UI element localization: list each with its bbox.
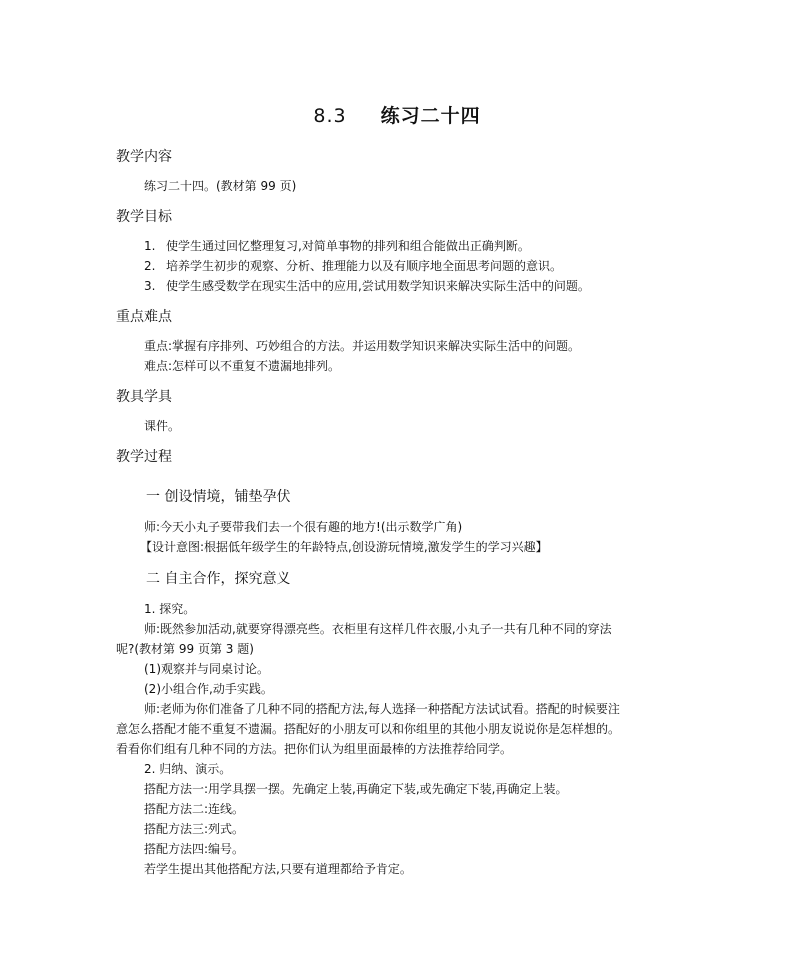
step-item: (2)小组合作,动手实践。 xyxy=(144,682,273,696)
method-item: 搭配方法一:用学具摆一摆。先确定上装,再确定下装,或先确定下装,再确定上装。 xyxy=(144,782,568,796)
tools-text: 课件。 xyxy=(144,419,181,433)
teacher-line: 看看你们组有几种不同的方法。把你们认为组里面最棒的方法推荐给同学。 xyxy=(116,742,513,756)
method-item: 搭配方法三:列式。 xyxy=(144,822,245,836)
closing-line: 若学生提出其他搭配方法,只要有道理都给予肯定。 xyxy=(144,862,412,876)
content-text: 练习二十四。(教材第 99 页) xyxy=(144,179,297,193)
section-heading-content: 教学内容 xyxy=(116,149,172,165)
process-part-1-title: 一 创设情境，铺垫孕伏 xyxy=(146,489,291,505)
section-heading-process: 教学过程 xyxy=(116,449,172,465)
design-intent: 【设计意图:根据低年级学生的年龄特点,创设游玩情境,激发学生的学习兴趣】 xyxy=(140,540,548,554)
section-heading-key: 重点难点 xyxy=(116,309,172,325)
teacher-line: 呢?(教材第 99 页第 3 题) xyxy=(116,642,254,656)
section-heading-goals: 教学目标 xyxy=(116,209,172,225)
goal-item: 2. 培养学生初步的观察、分析、推理能力以及有顺序地全面思考问题的意识。 xyxy=(144,259,563,273)
teacher-line: 师:老师为你们准备了几种不同的搭配方法,每人选择一种搭配方法试试看。搭配的时候要注 xyxy=(144,702,620,716)
section-heading-tools: 教具学具 xyxy=(116,389,172,405)
key-point: 重点:掌握有序排列、巧妙组合的方法。并运用数学知识来解决实际生活中的问题。 xyxy=(144,339,581,353)
page-title xyxy=(0,101,794,128)
difficulty: 难点:怎样可以不重复不遗漏地排列。 xyxy=(144,359,341,373)
teacher-line: 师:既然参加活动,就要穿得漂亮些。衣柜里有这样几件衣服,小丸子一共有几种不同的穿法 xyxy=(144,622,612,636)
teacher-line: 师:今天小丸子要带我们去一个很有趣的地方!(出示数学广角) xyxy=(144,520,463,534)
explore-label: 1. 探究。 xyxy=(144,602,196,616)
process-part-2-title: 二 自主合作，探究意义 xyxy=(146,571,291,587)
step-item: (1)观察并与同桌讨论。 xyxy=(144,662,269,676)
teacher-line: 意怎么搭配才能不重复不遗漏。搭配好的小朋友可以和你组里的其他小朋友说说你是怎样想的。 xyxy=(116,722,621,736)
goal-item: 3. 使学生感受数学在现实生活中的应用,尝试用数学知识来解决实际生活中的问题。 xyxy=(144,279,590,293)
method-item: 搭配方法四:编号。 xyxy=(144,842,245,856)
title-text: 练习二十四 xyxy=(380,105,481,127)
method-item: 搭配方法二:连线。 xyxy=(144,802,245,816)
goal-item: 1. 使学生通过回忆整理复习,对简单事物的排列和组合能做出正确判断。 xyxy=(144,239,530,253)
title-number: 8.3 xyxy=(313,105,347,127)
summary-label: 2. 归纳、演示。 xyxy=(144,762,232,776)
